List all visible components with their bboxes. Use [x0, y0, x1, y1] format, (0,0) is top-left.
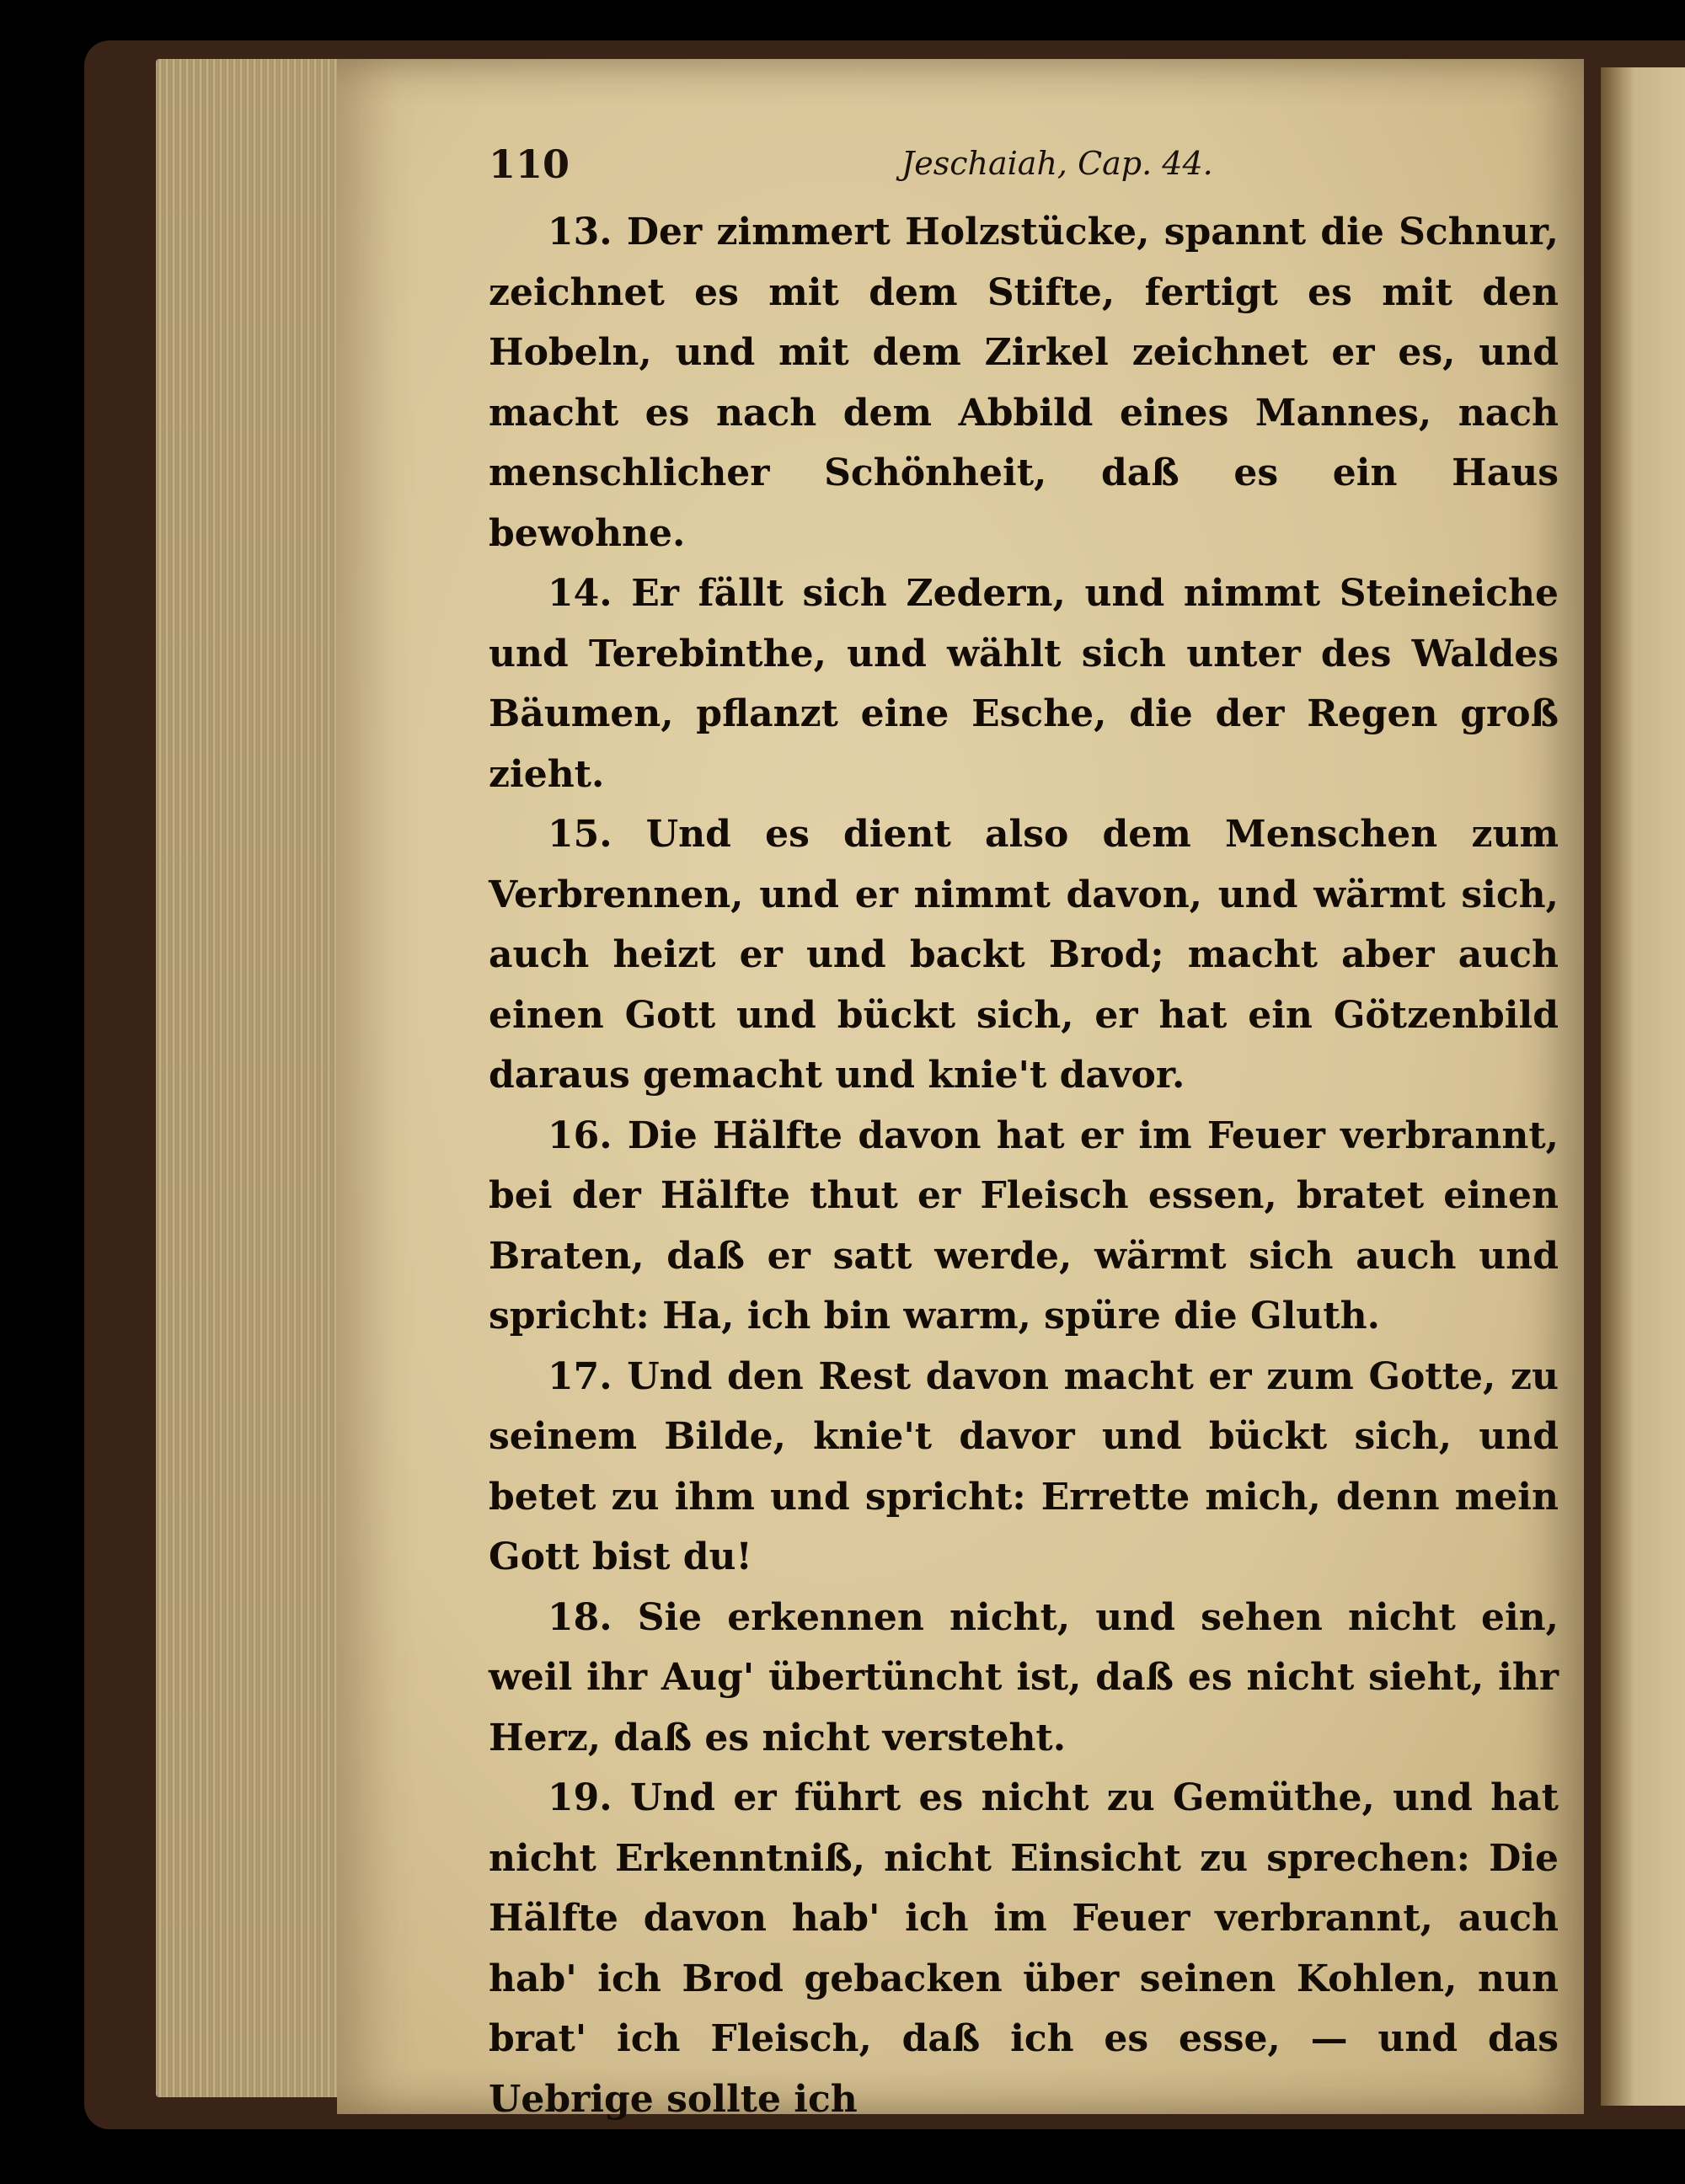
- verse-17: [489, 1347, 1559, 1588]
- verse-number: 17.: [548, 1354, 612, 1398]
- verse-text: Er fällt sich Zedern, und nimmt Steineiche und Terebinthe, und wählt sich unter des Waldes Bäumen, pflanzt eine Esche, die der Regen groß zieht.: [489, 572, 1559, 796]
- verse-text: Der zimmert Holzstücke, spannt die Schnur, zeichnet es mit dem Stifte, fertigt es mit den Hobeln, und mit dem Zirkel zeichnet er es, und macht es nach dem Abbild eines Mannes, nach menschlicher Schönheit, daß es ein Haus bewohne.: [489, 211, 1559, 555]
- verse-text: Sie erkennen nicht, und sehen nicht ein, weil ihr Aug' übertüncht ist, daß es nicht sieht, ihr Herz, daß es nicht versteht.: [489, 1595, 1559, 1759]
- verse-number: 15.: [548, 813, 612, 856]
- verse-text: Und es dient also dem Menschen zum Verbrennen, und er nimmt davon, und wärmt sich, auch heizt er und backt Brod; macht aber auch einen Gott und bückt sich, er hat ein Götzenbild daraus gemacht und knie't davor.: [489, 813, 1559, 1097]
- page-text: [489, 202, 1559, 2129]
- page-header: [489, 142, 1559, 192]
- verse-16: [489, 1106, 1559, 1347]
- verse-text: Und er führt es nicht zu Gemüthe, und hat nicht Erkenntniß, nicht Einsicht zu sprechen: Die Hälfte davon hab' ich im Feuer verbrannt, auch hab' ich Brod gebacken über seinen Kohlen, nun brat' ich Fleisch, daß ich es esse, — und das Uebrige sollte ich: [489, 1776, 1559, 2121]
- verse-number: 14.: [548, 572, 612, 615]
- verse-14: [489, 563, 1559, 804]
- verse-15: [489, 804, 1559, 1106]
- verse-text: Die Hälfte davon hat er im Feuer verbrannt, bei der Hälfte thut er Fleisch essen, bratet einen Braten, daß er satt werde, wärmt sich auch und spricht: Ha, ich bin warm, spüre die Gluth.: [489, 1113, 1559, 1338]
- verse-number: 19.: [548, 1776, 612, 1819]
- facing-page-edge: [1601, 67, 1685, 2106]
- verse-13: [489, 202, 1559, 563]
- verse-18: [489, 1588, 1559, 1769]
- verse-text: Und den Rest davon macht er zum Gotte, zu seinem Bilde, knie't davor und bückt sich, und betet zu ihm und spricht: Errette mich, denn mein Gott bist du!: [489, 1354, 1559, 1578]
- page-number: 110: [489, 142, 570, 187]
- verse-number: 13.: [548, 211, 612, 254]
- verse-number: 18.: [548, 1595, 612, 1639]
- verse-19: [489, 1768, 1559, 2129]
- verse-number: 16.: [548, 1113, 612, 1157]
- running-head: Jeschaiah, Cap. 44.: [901, 145, 1213, 182]
- page-edges: [156, 59, 341, 2097]
